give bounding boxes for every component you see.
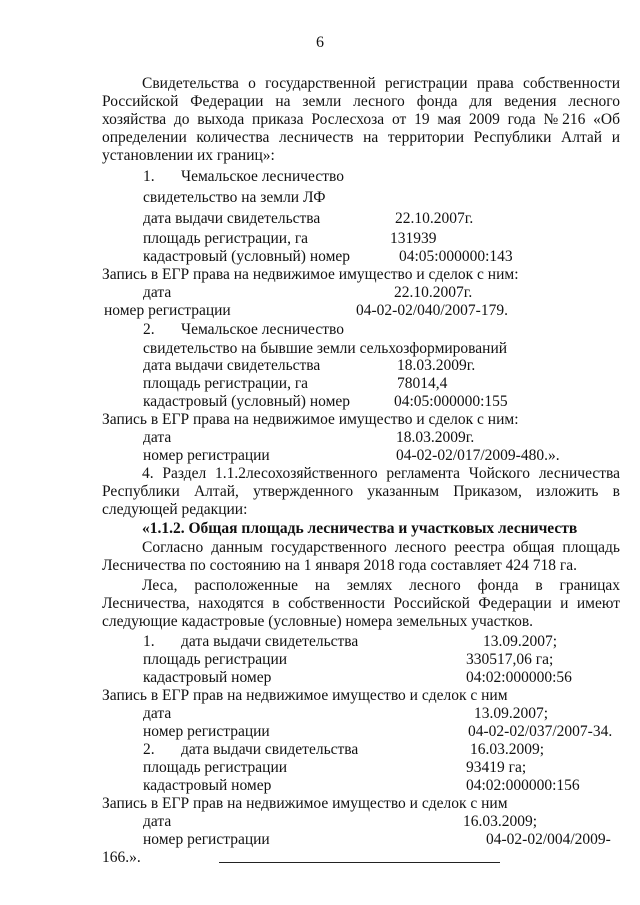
text-line: Свидетельства о государственной регистрации права собственности bbox=[142, 75, 620, 92]
egr-number-value: 04-02-02/017/2009-480.». bbox=[396, 447, 560, 464]
cadastral-value: 04:02:000000:156 bbox=[466, 777, 580, 794]
egr-date-value: 18.03.2009г. bbox=[396, 429, 475, 446]
item-number: 1. bbox=[143, 633, 155, 650]
egr-record-intro: Запись в ЕГР права на недвижимое имущество и сделок с ним: bbox=[102, 411, 519, 428]
cadastral-value: 04:05:000000:143 bbox=[399, 248, 513, 265]
text-line: Лесничества, находятся в собственности Российской Федерации и имеют bbox=[102, 595, 620, 612]
issue-date-label: дата выдачи свидетельства bbox=[143, 357, 321, 374]
egr-date-label: дата bbox=[143, 705, 172, 722]
text-line: Леса, расположенные на землях лесного фонда в границах bbox=[142, 577, 620, 594]
text-line: хозяйства до выхода приказа Рослесхоза от 19 мая 2009 года №216 «Об bbox=[102, 111, 620, 128]
issue-date-label: дата выдачи свидетельства bbox=[181, 741, 359, 758]
issue-date-label: дата выдачи свидетельства bbox=[143, 210, 321, 227]
area-label: площадь регистрации bbox=[143, 651, 288, 668]
text-line: Согласно данным государственного лесного реестра общая площадь bbox=[142, 539, 620, 556]
area-label: площадь регистрации, га bbox=[143, 375, 309, 392]
egr-number-label: номер регистрации bbox=[143, 723, 270, 740]
area-value: 78014,4 bbox=[397, 375, 448, 392]
issue-date-label: дата выдачи свидетельства bbox=[181, 633, 359, 650]
cadastral-value: 04:02:000000:56 bbox=[466, 669, 572, 686]
egr-number-continuation: 166.». bbox=[102, 849, 141, 866]
egr-record-intro: Запись в ЕГР права на недвижимое имущество и сделок с ним: bbox=[102, 266, 519, 283]
certificate-type: свидетельство на земли ЛФ bbox=[143, 189, 326, 206]
certificate-type: свидетельство на бывшие земли сельхозформирований bbox=[143, 340, 508, 357]
egr-number-label: номер регистрации bbox=[143, 831, 270, 848]
area-value: 131939 bbox=[390, 230, 437, 247]
egr-record-intro: Запись в ЕГР прав на недвижимое имущество и сделок с ним bbox=[102, 687, 508, 704]
area-label: площадь регистрации, га bbox=[143, 230, 309, 247]
egr-date-label: дата bbox=[143, 284, 172, 301]
issue-date-value: 13.09.2007; bbox=[483, 633, 558, 650]
egr-number-value: 04-02-02/037/2007-34. bbox=[468, 723, 613, 740]
cadastral-label: кадастровый номер bbox=[143, 669, 272, 686]
page-number: 6 bbox=[316, 34, 324, 51]
text-line: следующей редакции: bbox=[102, 501, 248, 518]
area-value: 330517,06 га; bbox=[466, 651, 554, 668]
issue-date-value: 18.03.2009г. bbox=[397, 357, 476, 374]
egr-date-value: 16.03.2009; bbox=[463, 813, 538, 830]
section-heading: «1.1.2. Общая площадь лесничества и участковых лесничеств bbox=[142, 520, 578, 537]
text-line: 4. Раздел 1.1.2лесохозяйственного регламента Чойского лесничества bbox=[142, 465, 620, 482]
issue-date-value: 22.10.2007г. bbox=[395, 210, 474, 227]
text-line: установлении их границ»: bbox=[102, 147, 275, 164]
item-title: Чемальское лесничество bbox=[181, 321, 344, 338]
egr-date-value: 13.09.2007; bbox=[474, 705, 549, 722]
egr-date-label: дата bbox=[143, 429, 172, 446]
text-line: следующие кадастровые (условные) номера земельных участков. bbox=[102, 613, 534, 630]
item-number: 2. bbox=[143, 321, 155, 338]
cadastral-label: кадастровый (условный) номер bbox=[143, 393, 351, 410]
area-value: 93419 га; bbox=[466, 759, 527, 776]
text-line: Республики Алтай, утвержденного указанным Приказом, изложить в bbox=[102, 483, 620, 500]
egr-number-value: 04-02-02/040/2007-179. bbox=[356, 302, 508, 319]
footer-rule bbox=[219, 862, 500, 863]
egr-number-label: номер регистрации bbox=[143, 447, 270, 464]
egr-number-label: номер регистрации bbox=[104, 302, 231, 319]
text-line: Российской Федерации на земли лесного фонда для ведения лесного bbox=[102, 93, 620, 110]
cadastral-label: кадастровый номер bbox=[143, 777, 272, 794]
area-label: площадь регистрации bbox=[143, 759, 288, 776]
issue-date-value: 16.03.2009; bbox=[470, 741, 545, 758]
egr-date-label: дата bbox=[143, 813, 172, 830]
cadastral-label: кадастровый (условный) номер bbox=[143, 248, 351, 265]
text-line: Лесничества по состоянию на 1 января 2018 года составляет 424 718 га. bbox=[102, 557, 577, 574]
cadastral-value: 04:05:000000:155 bbox=[394, 393, 508, 410]
item-number: 1. bbox=[143, 168, 155, 185]
egr-record-intro: Запись в ЕГР прав на недвижимое имущество и сделок с ним bbox=[102, 795, 508, 812]
item-title: Чемальское лесничество bbox=[181, 168, 344, 185]
text-line: определении количества лесничеств на территории Республики Алтай и bbox=[102, 129, 620, 146]
egr-date-value: 22.10.2007г. bbox=[394, 284, 473, 301]
egr-number-value: 04-02-02/004/2009- bbox=[486, 831, 611, 848]
item-number: 2. bbox=[143, 741, 155, 758]
